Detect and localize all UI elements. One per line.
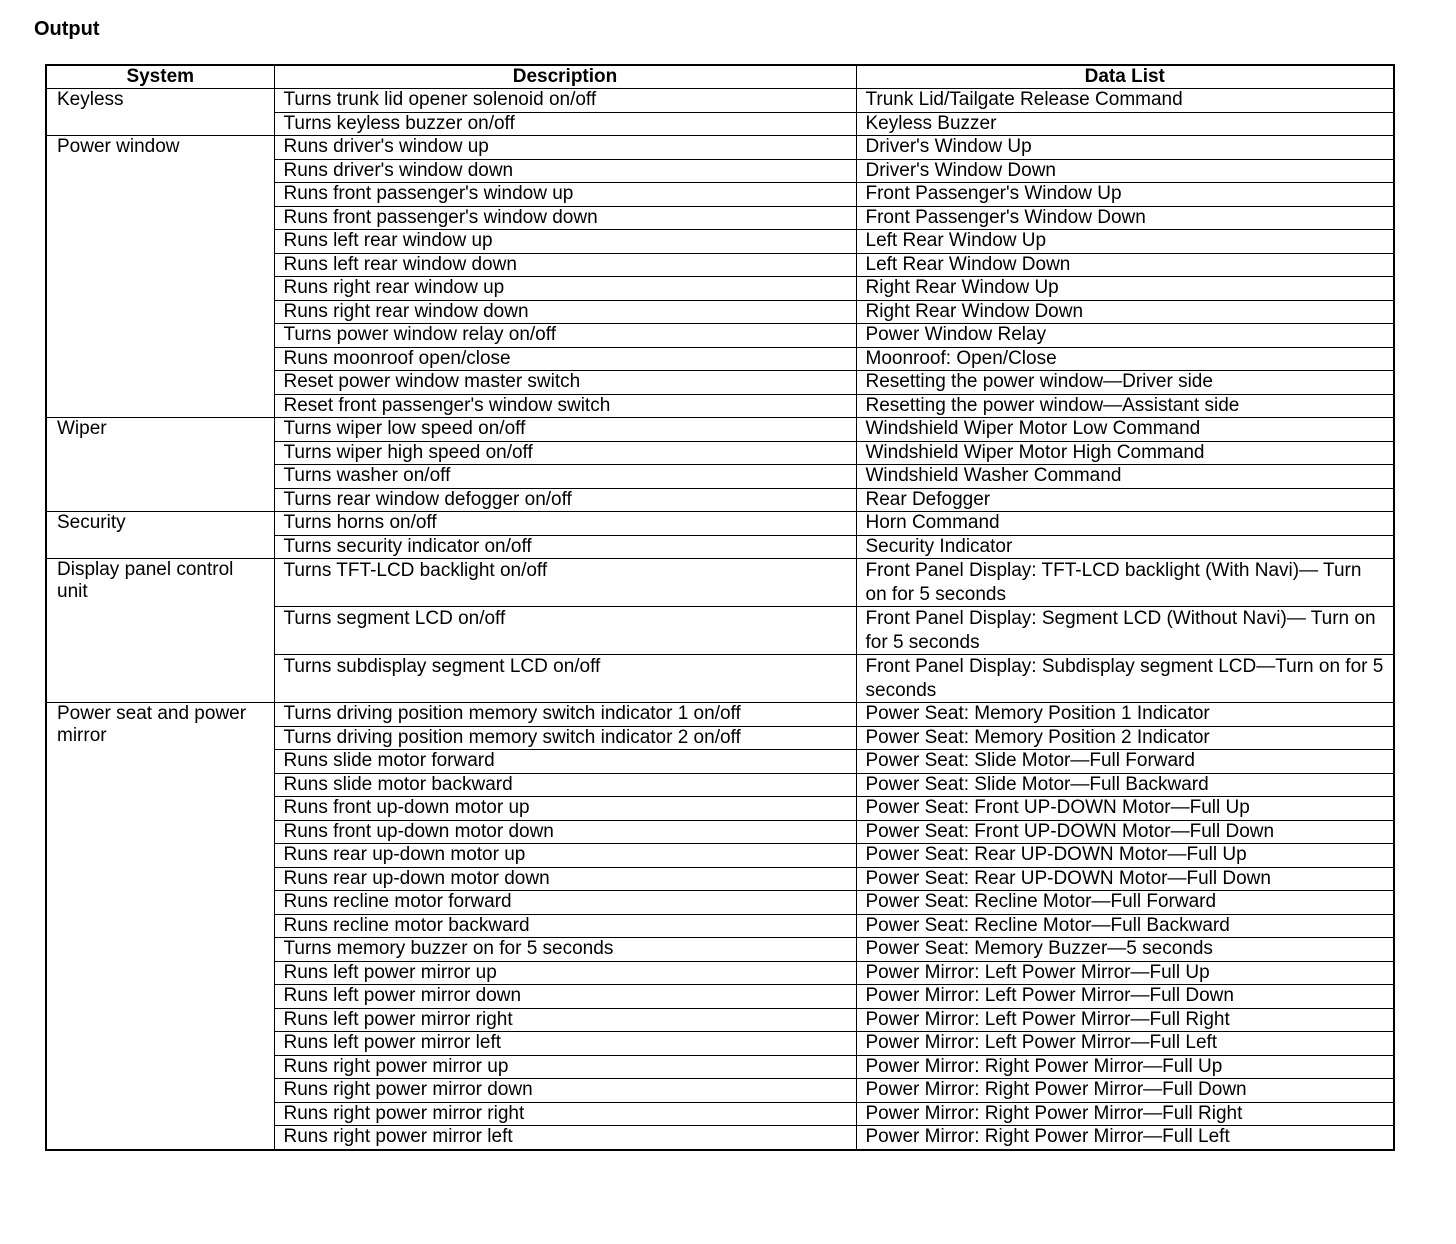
description-cell: Reset power window master switch — [274, 371, 856, 395]
table-row — [46, 418, 1394, 442]
description-cell: Reset front passenger's window switch — [274, 394, 856, 418]
description-cell: Turns driving position memory switch indicator 1 on/off — [274, 703, 856, 727]
data-list-cell: Power Window Relay — [856, 324, 1394, 348]
description-cell: Runs left power mirror right — [274, 1008, 856, 1032]
description-cell: Runs left power mirror left — [274, 1032, 856, 1056]
system-cell: Power seat and power mirror — [46, 703, 274, 1150]
data-list-cell: Trunk Lid/Tailgate Release Command — [856, 89, 1394, 113]
data-list-cell: Resetting the power window—Assistant side — [856, 394, 1394, 418]
description-cell: Turns subdisplay segment LCD on/off — [274, 655, 856, 703]
data-list-cell: Horn Command — [856, 512, 1394, 536]
data-list-cell: Power Mirror: Left Power Mirror—Full Right — [856, 1008, 1394, 1032]
description-cell: Runs driver's window up — [274, 136, 856, 160]
description-cell: Runs left rear window up — [274, 230, 856, 254]
data-list-cell: Power Mirror: Right Power Mirror—Full Left — [856, 1126, 1394, 1150]
header-data-list: Data List — [856, 65, 1394, 89]
data-list-cell: Power Seat: Rear UP-DOWN Motor—Full Down — [856, 867, 1394, 891]
table-row — [46, 136, 1394, 160]
description-cell: Runs right power mirror down — [274, 1079, 856, 1103]
description-cell: Turns keyless buzzer on/off — [274, 112, 856, 136]
description-cell: Runs left rear window down — [274, 253, 856, 277]
data-list-cell: Keyless Buzzer — [856, 112, 1394, 136]
description-cell: Runs slide motor forward — [274, 750, 856, 774]
data-list-cell: Security Indicator — [856, 535, 1394, 559]
data-list-cell: Power Seat: Rear UP-DOWN Motor—Full Up — [856, 844, 1394, 868]
data-list-cell: Front Panel Display: Segment LCD (Without Navi)— Turn on for 5 seconds — [856, 607, 1394, 655]
data-list-cell: Driver's Window Down — [856, 159, 1394, 183]
description-cell: Turns horns on/off — [274, 512, 856, 536]
table-row — [46, 703, 1394, 727]
data-list-cell: Power Mirror: Left Power Mirror—Full Left — [856, 1032, 1394, 1056]
data-list-cell: Moonroof: Open/Close — [856, 347, 1394, 371]
description-cell: Runs front up-down motor down — [274, 820, 856, 844]
table-row — [46, 559, 1394, 607]
data-list-cell: Front Passenger's Window Up — [856, 183, 1394, 207]
data-list-cell: Front Panel Display: TFT-LCD backlight (With Navi)— Turn on for 5 seconds — [856, 559, 1394, 607]
description-cell: Turns wiper high speed on/off — [274, 441, 856, 465]
description-cell: Turns TFT-LCD backlight on/off — [274, 559, 856, 607]
system-cell: Security — [46, 512, 274, 559]
data-list-cell: Power Seat: Recline Motor—Full Backward — [856, 914, 1394, 938]
description-cell: Turns wiper low speed on/off — [274, 418, 856, 442]
data-list-cell: Power Seat: Memory Position 1 Indicator — [856, 703, 1394, 727]
description-cell: Runs right rear window up — [274, 277, 856, 301]
header-system: System — [46, 65, 274, 89]
system-cell: Display panel control unit — [46, 559, 274, 703]
description-cell: Turns washer on/off — [274, 465, 856, 489]
description-cell: Runs right power mirror right — [274, 1102, 856, 1126]
system-cell: Keyless — [46, 89, 274, 136]
description-cell: Runs rear up-down motor up — [274, 844, 856, 868]
data-list-cell: Resetting the power window—Driver side — [856, 371, 1394, 395]
description-cell: Turns security indicator on/off — [274, 535, 856, 559]
description-cell: Runs right rear window down — [274, 300, 856, 324]
data-list-cell: Power Mirror: Right Power Mirror—Full Down — [856, 1079, 1394, 1103]
description-cell: Turns power window relay on/off — [274, 324, 856, 348]
data-list-cell: Power Seat: Memory Position 2 Indicator — [856, 726, 1394, 750]
data-list-cell: Front Panel Display: Subdisplay segment LCD—Turn on for 5 seconds — [856, 655, 1394, 703]
description-cell: Runs left power mirror down — [274, 985, 856, 1009]
data-list-cell: Power Seat: Front UP-DOWN Motor—Full Down — [856, 820, 1394, 844]
data-list-cell: Driver's Window Up — [856, 136, 1394, 160]
description-cell: Turns driving position memory switch indicator 2 on/off — [274, 726, 856, 750]
output-table — [45, 64, 1395, 1151]
description-cell: Turns memory buzzer on for 5 seconds — [274, 938, 856, 962]
data-list-cell: Left Rear Window Up — [856, 230, 1394, 254]
data-list-cell: Front Passenger's Window Down — [856, 206, 1394, 230]
description-cell: Runs right power mirror up — [274, 1055, 856, 1079]
table-body — [46, 89, 1394, 1150]
description-cell: Runs front up-down motor up — [274, 797, 856, 821]
description-cell: Runs recline motor forward — [274, 891, 856, 915]
description-cell: Turns trunk lid opener solenoid on/off — [274, 89, 856, 113]
header-description: Description — [274, 65, 856, 89]
description-cell: Turns rear window defogger on/off — [274, 488, 856, 512]
description-cell: Runs front passenger's window down — [274, 206, 856, 230]
data-list-cell: Windshield Washer Command — [856, 465, 1394, 489]
data-list-cell: Right Rear Window Down — [856, 300, 1394, 324]
description-cell: Runs front passenger's window up — [274, 183, 856, 207]
data-list-cell: Power Seat: Slide Motor—Full Backward — [856, 773, 1394, 797]
description-cell: Runs right power mirror left — [274, 1126, 856, 1150]
header-row — [46, 65, 1394, 89]
data-list-cell: Power Seat: Memory Buzzer—5 seconds — [856, 938, 1394, 962]
data-list-cell: Windshield Wiper Motor Low Command — [856, 418, 1394, 442]
system-cell: Wiper — [46, 418, 274, 512]
table-row — [46, 512, 1394, 536]
data-list-cell: Power Mirror: Right Power Mirror—Full Right — [856, 1102, 1394, 1126]
data-list-cell: Right Rear Window Up — [856, 277, 1394, 301]
data-list-cell: Power Seat: Front UP-DOWN Motor—Full Up — [856, 797, 1394, 821]
description-cell: Runs driver's window down — [274, 159, 856, 183]
data-list-cell: Left Rear Window Down — [856, 253, 1394, 277]
data-list-cell: Windshield Wiper Motor High Command — [856, 441, 1394, 465]
data-list-cell: Power Seat: Slide Motor—Full Forward — [856, 750, 1394, 774]
system-cell: Power window — [46, 136, 274, 418]
description-cell: Runs rear up-down motor down — [274, 867, 856, 891]
description-cell: Runs moonroof open/close — [274, 347, 856, 371]
data-list-cell: Power Mirror: Left Power Mirror—Full Up — [856, 961, 1394, 985]
description-cell: Turns segment LCD on/off — [274, 607, 856, 655]
description-cell: Runs left power mirror up — [274, 961, 856, 985]
page-title: Output — [34, 18, 100, 40]
data-list-cell: Power Mirror: Right Power Mirror—Full Up — [856, 1055, 1394, 1079]
data-list-cell: Power Seat: Recline Motor—Full Forward — [856, 891, 1394, 915]
data-list-cell: Rear Defogger — [856, 488, 1394, 512]
description-cell: Runs recline motor backward — [274, 914, 856, 938]
table-row — [46, 89, 1394, 113]
description-cell: Runs slide motor backward — [274, 773, 856, 797]
data-list-cell: Power Mirror: Left Power Mirror—Full Down — [856, 985, 1394, 1009]
